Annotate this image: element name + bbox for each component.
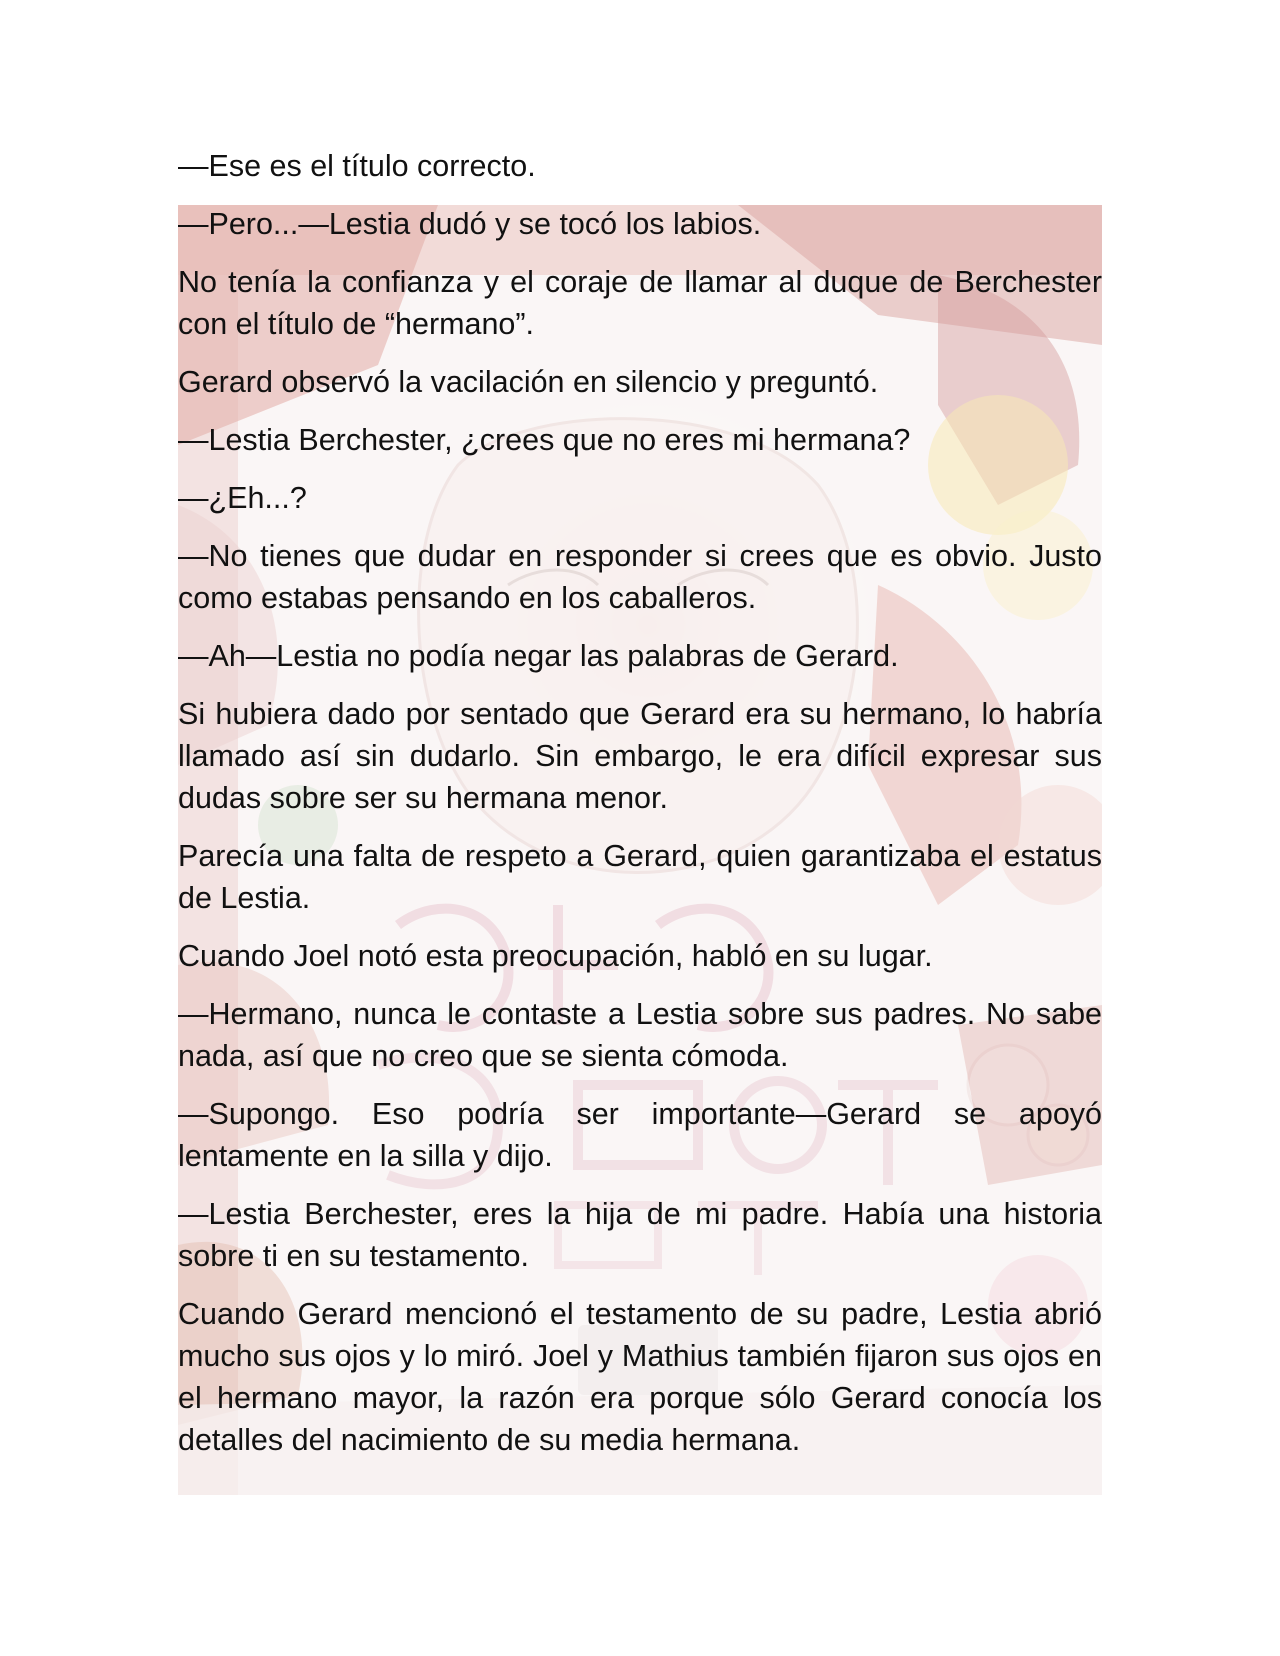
paragraph: Cuando Joel notó esta preocupación, habló en su lugar. (178, 939, 933, 973)
paragraph: Cuando Gerard mencionó el testamento de su padre, Lestia abrió mucho sus ojos y lo miró. Joel y Mathius también fijaron sus ojos en el hermano mayor, la razón era porque sólo Gerard conocía los detalles del nacimiento de su media hermana. (178, 1297, 1102, 1457)
paragraph: Parecía una falta de respeto a Gerard, quien garantizaba el estatus de Lestia. (178, 839, 1102, 915)
paragraph: —Lestia Berchester, eres la hija de mi padre. Había una historia sobre ti en su testamento. (178, 1197, 1102, 1273)
paragraph: Si hubiera dado por sentado que Gerard era su hermano, lo habría llamado así sin dudarlo. Sin embargo, le era difícil expresar sus dudas sobre ser su hermana menor. (178, 697, 1102, 815)
paragraph: —Ese es el título correcto. (178, 149, 536, 183)
paragraph: —Supongo. Eso podría ser importante—Gerard se apoyó lentamente en la silla y dijo. (178, 1097, 1102, 1173)
paragraph: —Lestia Berchester, ¿crees que no eres mi hermana? (178, 423, 911, 457)
paragraph: —Pero...—Lestia dudó y se tocó los labios. (178, 207, 762, 241)
paragraph: —Ah—Lestia no podía negar las palabras de Gerard. (178, 639, 899, 673)
paragraph: No tenía la confianza y el coraje de llamar al duque de Berchester con el título de “hermano”. (178, 265, 1102, 341)
paragraph: —Hermano, nunca le contaste a Lestia sobre sus padres. No sabe nada, así que no creo que se sienta cómoda. (178, 997, 1102, 1073)
paragraph: Gerard observó la vacilación en silencio y preguntó. (178, 365, 879, 399)
paragraph: —¿Eh...? (178, 481, 307, 515)
story-text (178, 145, 1102, 1477)
paragraph: —No tienes que dudar en responder si crees que es obvio. Justo como estabas pensando en los caballeros. (178, 539, 1102, 615)
